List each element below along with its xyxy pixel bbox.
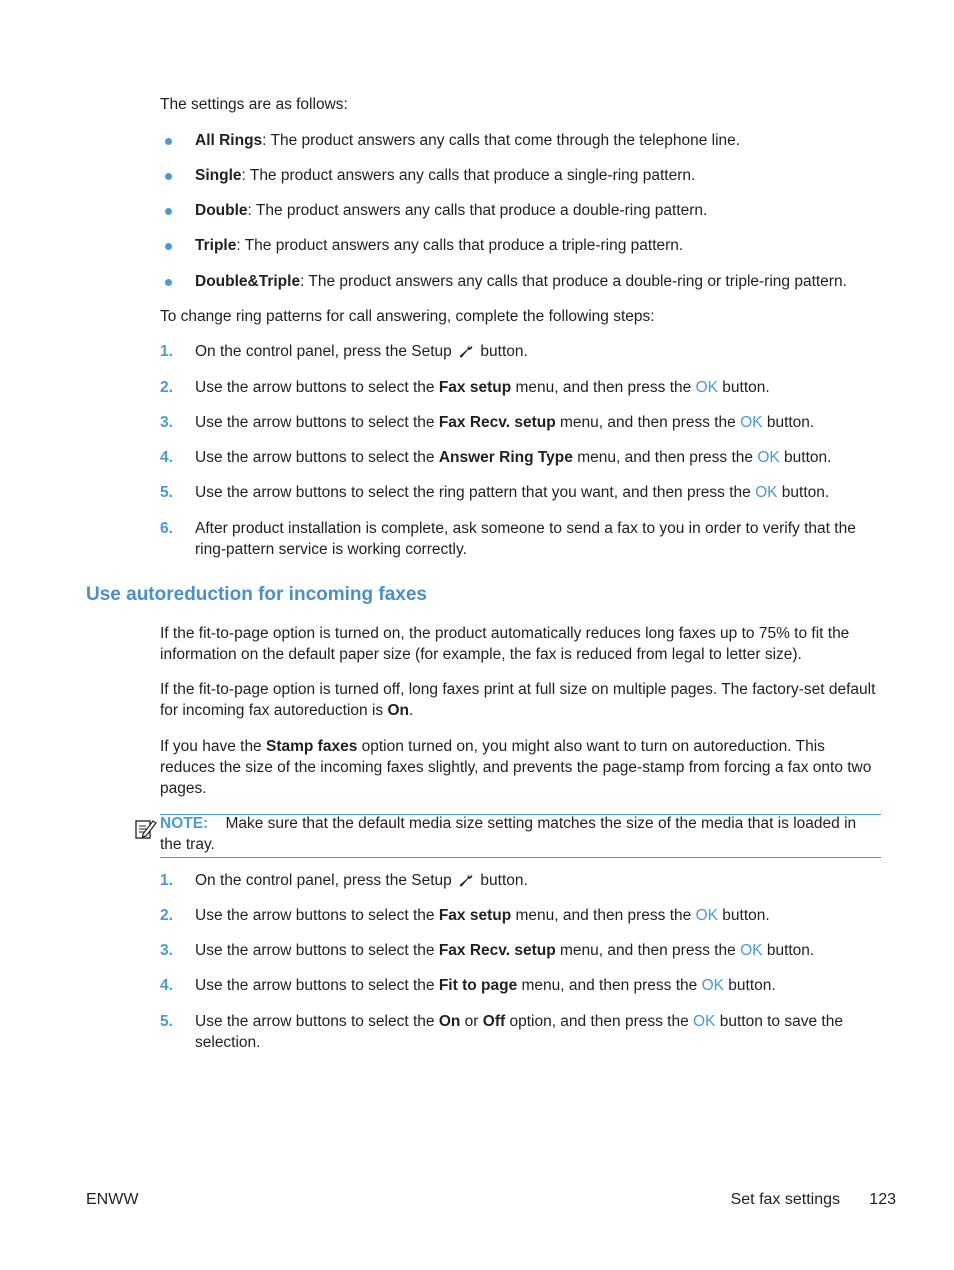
step-number: 6. [160, 520, 173, 537]
paragraph: If the fit-to-page option is turned on, the product automatically reduces long faxes up to 75% to fit the information on the default paper size (for example, the fax is reduced from legal to letter size). [160, 625, 850, 663]
bullet [165, 173, 172, 180]
step-text: Use the arrow buttons to select the On or Off option, and then press the OK button to save the selection. [195, 1013, 843, 1051]
list-item: Triple: The product answers any calls that produce a triple-ring pattern. [195, 237, 684, 254]
step-number: 4. [160, 977, 173, 994]
step-number: 5. [160, 484, 173, 501]
bullet [165, 243, 172, 250]
paragraph: If you have the Stamp faxes option turned on, you might also want to turn on autoreduction. This reduces the size of the incoming faxes slightly, and prevents the page-stamp from forcing a fax onto two pages. [160, 738, 872, 797]
wrench-icon [458, 344, 474, 358]
note-pencil-icon [134, 817, 158, 841]
list-item: Double&Triple: The product answers any calls that produce a double-ring or triple-ring pattern. [195, 273, 847, 290]
step-number: 3. [160, 942, 173, 959]
step-text: Use the arrow buttons to select the Fax setup menu, and then press the OK button. [195, 907, 770, 924]
footer-left: ENWW [86, 1191, 139, 1208]
step-number: 1. [160, 872, 173, 889]
bullet [165, 208, 172, 215]
step-text: Use the arrow buttons to select the Fax Recv. setup menu, and then press the OK button. [195, 414, 815, 431]
step-text: Use the arrow buttons to select the Answer Ring Type menu, and then press the OK button. [195, 449, 832, 466]
step-text: On the control panel, press the Setup button. [195, 343, 528, 360]
page-number: 123 [869, 1191, 896, 1208]
step-text: Use the arrow buttons to select the Fit to page menu, and then press the OK button. [195, 977, 776, 994]
note-rule-bottom [160, 857, 881, 858]
step-text: Use the arrow buttons to select the Fax setup menu, and then press the OK button. [195, 379, 770, 396]
list-item: Double: The product answers any calls that produce a double-ring pattern. [195, 202, 708, 219]
step-text: After product installation is complete, ask someone to send a fax to you in order to verify that the ring-pattern service is working correctly. [195, 520, 856, 558]
list-item: All Rings: The product answers any calls that come through the telephone line. [195, 132, 741, 149]
bullet [165, 279, 172, 286]
step-number: 2. [160, 907, 173, 924]
step-text: Use the arrow buttons to select the Fax Recv. setup menu, and then press the OK button. [195, 942, 815, 959]
bullet [165, 138, 172, 145]
footer-section: Set fax settings [730, 1191, 840, 1208]
step-text: On the control panel, press the Setup button. [195, 872, 528, 889]
paragraph: If the fit-to-page option is turned off, long faxes print at full size on multiple pages. The factory-set default for incoming fax autoreduction is On. [160, 681, 876, 719]
step-number: 4. [160, 449, 173, 466]
step-text: Use the arrow buttons to select the ring pattern that you want, and then press the OK button. [195, 484, 830, 501]
step-number: 2. [160, 379, 173, 396]
steps-intro: To change ring patterns for call answering, complete the following steps: [160, 308, 655, 325]
note-text: NOTE: Make sure that the default media size setting matches the size of the media that is loaded in the tray. [160, 815, 857, 853]
step-number: 3. [160, 414, 173, 431]
section-heading: Use autoreduction for incoming faxes [86, 584, 427, 605]
wrench-icon [458, 873, 474, 887]
intro-text: The settings are as follows: [160, 96, 348, 113]
list-item: Single: The product answers any calls that produce a single-ring pattern. [195, 167, 696, 184]
step-number: 5. [160, 1013, 173, 1030]
step-number: 1. [160, 343, 173, 360]
